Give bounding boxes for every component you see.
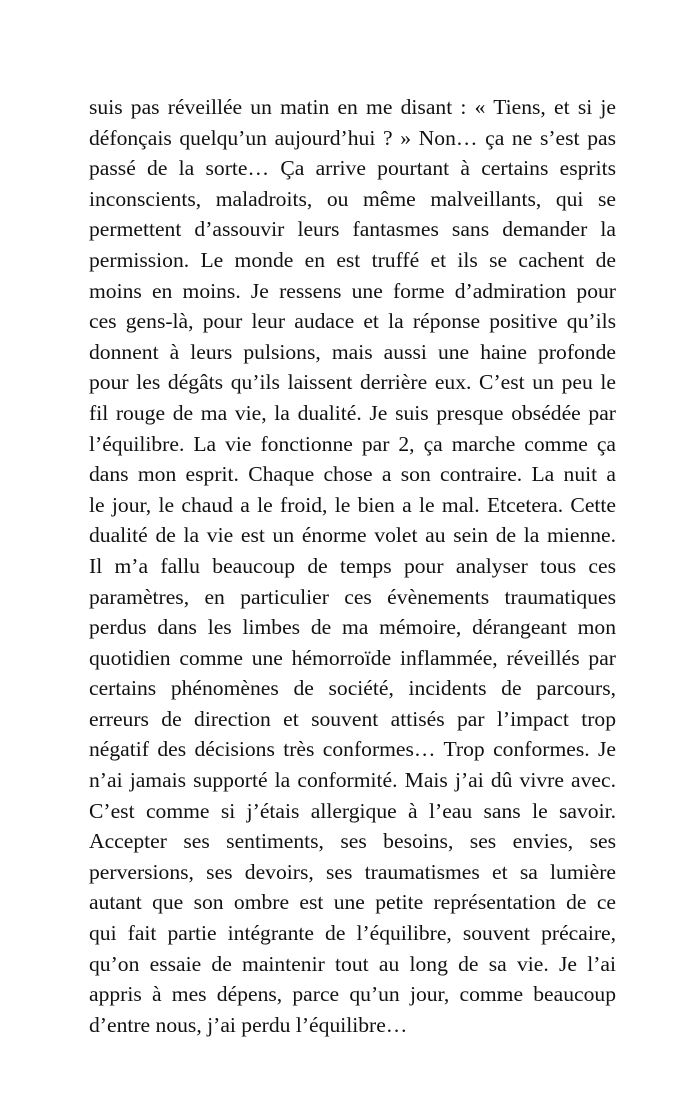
text-line: qui fait partie intégrante de l’équilibre, souvent précaire,: [89, 921, 616, 946]
text-line: qu’on essaie de maintenir tout au long de sa vie. Je l’ai: [89, 951, 616, 976]
text-line: suis pas réveillée un matin en me disant : « Tiens, et si je: [89, 95, 616, 119]
text-line: dualité de la vie est un énorme volet au sein de la mienne.: [89, 523, 616, 548]
text-line: paramètres, en particulier ces évènements traumatiques: [89, 584, 616, 609]
text-line: inconscients, maladroits, ou même malveillants, qui se: [89, 186, 616, 211]
text-line: Accepter ses sentiments, ses besoins, ses envies, ses: [89, 829, 616, 854]
text-line: dans mon esprit. Chaque chose a son contraire. La nuit a: [89, 462, 616, 487]
text-line: négatif des décisions très conformes… Trop conformes. Je: [89, 737, 616, 762]
text-line: défonçais quelqu’un aujourd’hui ? » Non… ça ne s’est pas: [89, 125, 616, 150]
text-line: ces gens-là, pour leur audace et la réponse positive qu’ils: [89, 309, 616, 334]
text-line: permettent d’assouvir leurs fantasmes sans demander la: [89, 217, 616, 242]
text-line: n’ai jamais supporté la conformité. Mais j’ai dû vivre avec.: [89, 768, 616, 793]
text-line: fil rouge de ma vie, la dualité. Je suis presque obsédée par: [89, 400, 616, 425]
text-line: passé de la sorte… Ça arrive pourtant à certains esprits: [89, 156, 616, 181]
text-line: perversions, ses devoirs, ses traumatismes et sa lumière: [89, 859, 616, 884]
text-line: C’est comme si j’étais allergique à l’eau sans le savoir.: [89, 798, 616, 823]
text-line: moins en moins. Je ressens une forme d’admiration pour: [89, 278, 616, 303]
text-line: appris à mes dépens, parce qu’un jour, comme beaucoup: [89, 982, 616, 1007]
text-line: autant que son ombre est une petite représentation de ce: [89, 890, 616, 915]
text-line: pour les dégâts qu’ils laissent derrière eux. C’est un peu le: [89, 370, 616, 395]
page-text-block: [89, 92, 616, 1040]
text-line-last: d’entre nous, j’ai perdu l’équilibre…: [89, 1012, 408, 1037]
text-line: l’équilibre. La vie fonctionne par 2, ça marche comme ça: [89, 431, 616, 456]
text-line: erreurs de direction et souvent attisés par l’impact trop: [89, 706, 616, 731]
text-line: quotidien comme une hémorroïde inflammée, réveillés par: [89, 645, 616, 670]
text-line: certains phénomènes de société, incidents de parcours,: [89, 676, 616, 701]
text-line: donnent à leurs pulsions, mais aussi une haine profonde: [89, 339, 616, 364]
text-line: le jour, le chaud a le froid, le bien a le mal. Etcetera. Cette: [89, 492, 616, 517]
text-line: perdus dans les limbes de ma mémoire, dérangeant mon: [89, 615, 616, 640]
text-line: permission. Le monde en est truffé et ils se cachent de: [89, 247, 616, 272]
text-line: Il m’a fallu beaucoup de temps pour analyser tous ces: [89, 553, 616, 578]
